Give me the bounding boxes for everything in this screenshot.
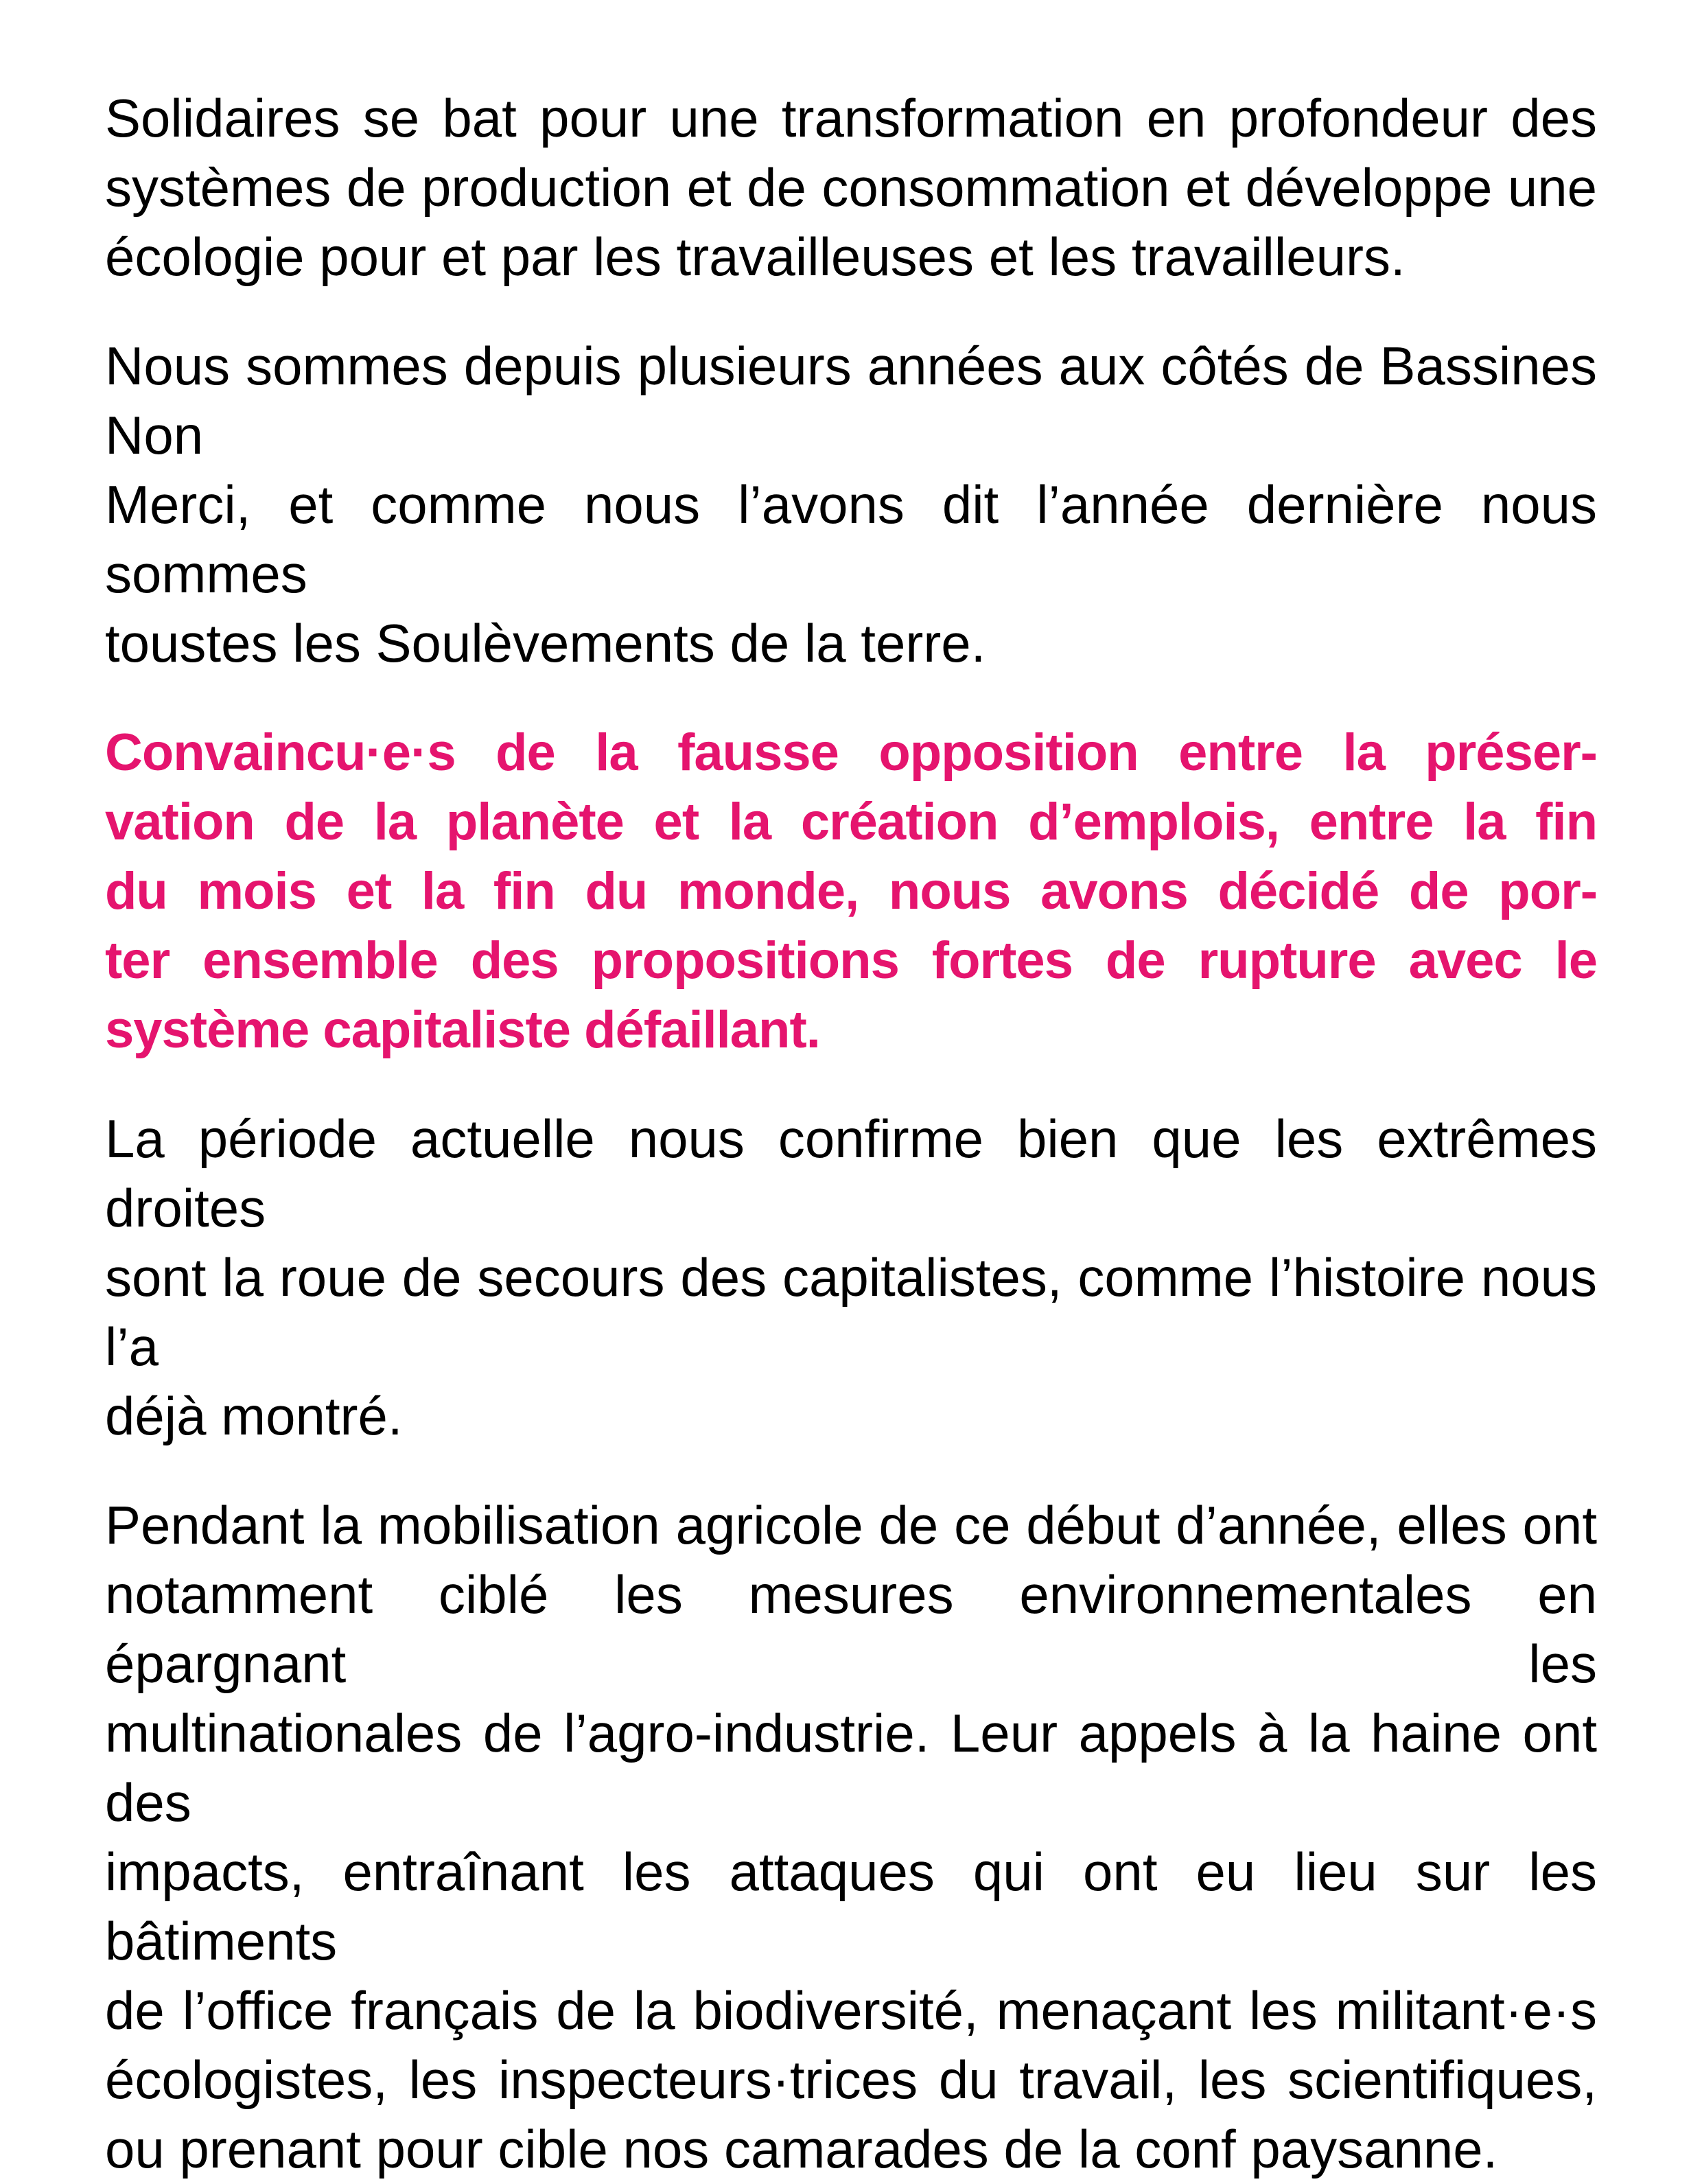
text-line: Solidaires se bat pour une transformation en profondeur des bbox=[105, 88, 1597, 148]
text-line: systèmes de production et de consommation et développe une bbox=[105, 157, 1597, 218]
text-line: déjà montré. bbox=[105, 1386, 403, 1446]
text-line: vation de la planète et la création d’emplois, entre la fin bbox=[105, 793, 1597, 851]
paragraph-mobilisation bbox=[105, 1491, 1597, 2184]
text-line: toustes les Soulèvements de la terre. bbox=[105, 613, 986, 673]
text-line: écologistes, les inspecteurs·trices du travail, les scientifiques, bbox=[105, 2049, 1597, 2110]
text-line: écologie pour et par les travailleuses et les travailleurs. bbox=[105, 226, 1406, 287]
text-line: ter ensemble des propositions fortes de rupture avec le bbox=[105, 931, 1597, 990]
text-line: de l’office français de la biodiversité, menaçant les militant·e·s bbox=[105, 1980, 1597, 2041]
text-column bbox=[105, 84, 1597, 2184]
text-line: notamment ciblé les mesures environnementales en épargnant les bbox=[105, 1564, 1597, 1694]
text-line: impacts, entraînant les attaques qui ont eu lieu sur les bâtiments bbox=[105, 1842, 1597, 1971]
text-line: multinationales de l’agro-industrie. Leur appels à la haine ont des bbox=[105, 1703, 1597, 1833]
paragraph-bassines bbox=[105, 332, 1597, 678]
text-line: Nous sommes depuis plusieurs années aux côtés de Bassines Non bbox=[105, 336, 1597, 465]
text-line: sont la roue de secours des capitalistes, comme l’histoire nous l’a bbox=[105, 1247, 1597, 1377]
paragraph-solidaires bbox=[105, 84, 1597, 292]
text-line: du mois et la fin du monde, nous avons décidé de por- bbox=[105, 862, 1597, 920]
text-line: Convaincu·e·s de la fausse opposition entre la préser- bbox=[105, 723, 1597, 782]
paragraph-periode bbox=[105, 1104, 1597, 1451]
text-line: La période actuelle nous confirme bien que les extrêmes droites bbox=[105, 1108, 1597, 1238]
paragraph-accent-convaincues bbox=[105, 718, 1597, 1065]
text-line: système capitaliste défaillant. bbox=[105, 1001, 820, 1059]
text-line: Merci, et comme nous l’avons dit l’année dernière nous sommes bbox=[105, 474, 1597, 604]
text-line: Pendant la mobilisation agricole de ce début d’année, elles ont bbox=[105, 1495, 1597, 1555]
text-line: ou prenant pour cible nos camarades de la conf paysanne. bbox=[105, 2119, 1498, 2179]
